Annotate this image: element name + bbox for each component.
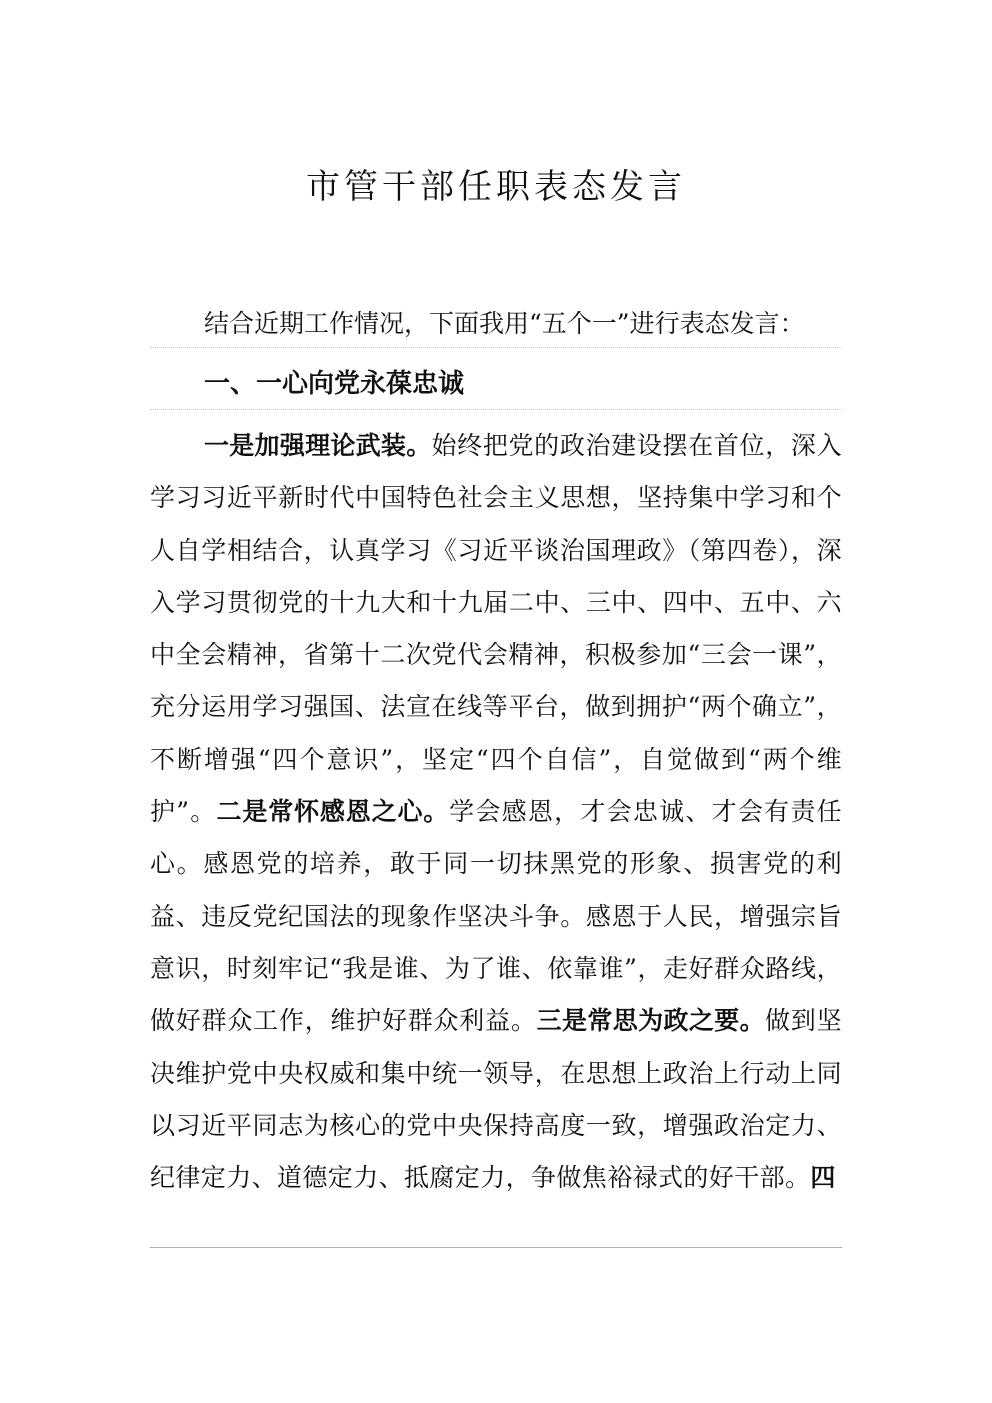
section-heading: 一、一心向党永葆忠诚 xyxy=(204,369,465,399)
point-text-1: 始终把党的政治建设摆在首位，深入学习习近平新时代中国特色社会主义思想，坚持集中学习和个人自学相结合，认真学习《习近平谈治国理政》（第四卷），深入学习贯彻党的十九大和十九届二中、三中、四中、五中、六中全会精神，省第十二次党代会精神，积极参加“三会一课”，充分运用学习强国、法宣在线等平台，做到拥护“两个确立”，不断增强“四个意识”，坚定“四个自信”，自觉做到“两个维护”。 xyxy=(150,431,842,827)
point-text-2: 学会感恩，才会忠诚、才会有责任心。感恩党的培养，敢于同一切抹黑党的形象、损害党的利益、违反党纪国法的现象作坚决斗争。感恩于人民，增强宗旨意识，时刻牢记“我是谁、为了谁、依靠谁”，走好群众路线，做好群众工作，维护好群众利益。 xyxy=(150,797,842,1036)
divider xyxy=(150,409,842,410)
body-paragraph xyxy=(150,420,842,1204)
point-lead-1: 一是加强理论武装。 xyxy=(204,431,432,460)
point-lead-4: 四 xyxy=(810,1163,836,1193)
point-lead-2: 二是常怀感恩之心。 xyxy=(216,797,450,827)
page-bottom-rule xyxy=(150,1247,842,1248)
divider xyxy=(150,347,842,348)
document-title: 市管干部任职表态发言 xyxy=(306,167,686,207)
point-lead-3: 三是常思为政之要。 xyxy=(536,1006,766,1036)
point-text-3: 做到坚决维护党中央权威和集中统一领导，在思想上政治上行动上同以习近平同志为核心的党中央保持高度一致，增强政治定力、纪律定力、道德定力、抵腐定力，争做焦裕禄式的好干部。 xyxy=(150,1006,842,1193)
intro-paragraph: 结合近期工作情况，下面我用“五个一”进行表态发言： xyxy=(204,309,805,338)
